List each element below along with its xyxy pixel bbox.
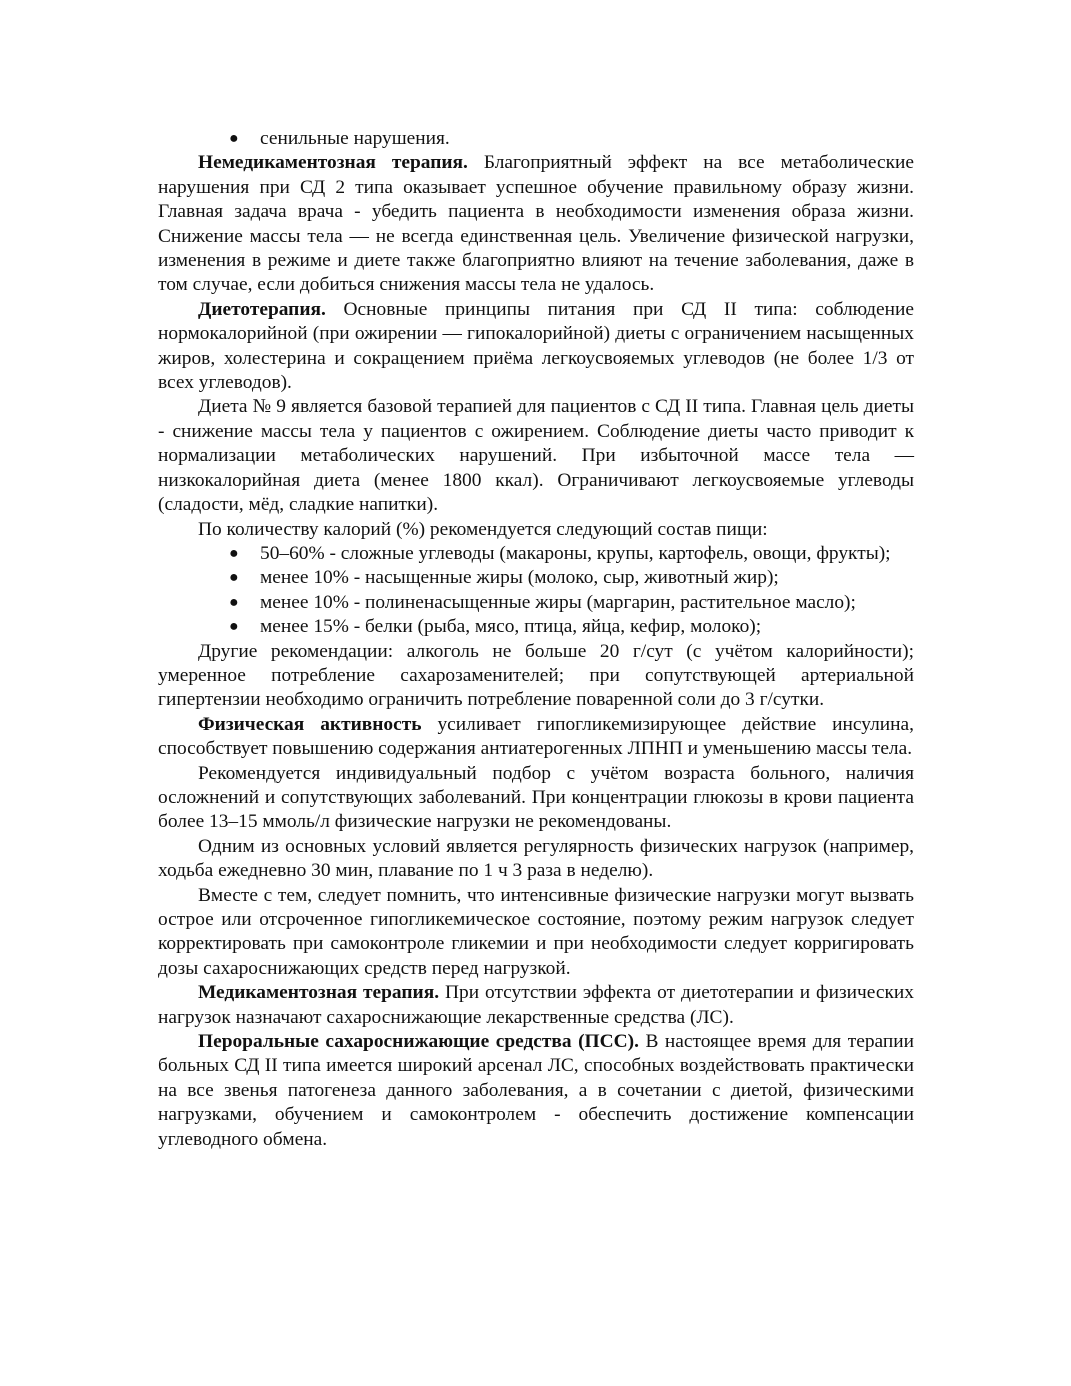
bullet-icon: ● (229, 544, 239, 562)
text-nonmed-therapy: Благоприятный эффект на все метаболические нарушения при СД 2 типа оказывает успешное обучение правильному образу жизни. Главная задача врача - убедить пациента в необходимости изменения образа жизни. Снижение массы тела — не всегда единственная цель. Увеличение физической нагрузки, изменения в режиме и диете также благоприятно влияют на течение заболевания, даже в том случае, если добиться снижения массы тела не удалось. (158, 152, 914, 296)
list-item-text: менее 10% - насыщенные жиры (молоко, сыр, животный жир); (260, 567, 779, 589)
heading-nonmed-therapy: Немедикаментозная терапия. (198, 152, 468, 174)
list-item (229, 127, 914, 151)
document-page (158, 127, 914, 1152)
list-item-text: менее 10% - полиненасыщенные жиры (маргарин, растительное масло); (260, 591, 856, 613)
list-item (229, 615, 914, 639)
paragraph-med-therapy (158, 981, 914, 1030)
text-physical-activity: усиливает гипогликемизирующее действие инсулина, способствует повышению содержания антиатерогенных ЛПНП и уменьшению массы тела. (158, 713, 914, 760)
paragraph-oral-agents (158, 1030, 914, 1152)
text-med-therapy: При отсутствии эффекта от диетотерапии и физических нагрузок назначают сахароснижающие лекарственные средства (ЛС). (158, 982, 914, 1028)
list-item (229, 566, 914, 590)
list-item (229, 542, 914, 566)
paragraph-individual-selection: Рекомендуется индивидуальный подбор с учётом возраста больного, наличия осложнений и сопутствующих заболеваний. При концентрации глюкозы в крови пациента более 13–15 ммоль/л физические нагрузки не рекомендованы. (158, 762, 914, 833)
paragraph-regularity: Одним из основных условий является регулярность физических нагрузок (например, ходьба ежедневно 30 мин, плавание по 1 ч 3 раза в неделю). (158, 835, 914, 882)
heading-physical-activity: Физическая активность (198, 713, 422, 735)
bullet-icon: ● (229, 130, 239, 147)
paragraph-nonmed-therapy (158, 151, 914, 297)
bullet-icon: ● (229, 569, 239, 587)
heading-oral-agents: Пероральные сахароснижающие средства (ПСС). (198, 1031, 639, 1053)
text-oral-agents: В настоящее время для терапии больных СД II типа имеется широкий арсенал ЛС, способных воздействовать практически на все звенья патогенеза данного заболевания, а в сочетании с диетой, физическими нагрузками, обучением и самоконтролем - обеспечить достижение компенсации углеводного обмена. (158, 1031, 914, 1150)
paragraph-caution: Вместе с тем, следует помнить, что интенсивные физические нагрузки могут вызвать острое или отсроченное гипогликемическое состояние, поэтому режим нагрузок следует корректировать при самоконтроле гликемии и при необходимости следует корригировать дозы сахароснижающих средств перед нагрузкой. (158, 884, 914, 979)
text-diet-therapy: Основные принципы питания при СД II типа: соблюдение нормокалорийной (при ожирении — гипокалорийной) диеты с ограничением насыщенных жиров, холестерина и сокращением приёма легкоусвояемых углеводов (не более 1/3 от всех углеводов). (158, 298, 914, 394)
paragraph-diet-therapy (158, 298, 914, 396)
paragraph-calories-intro: По количеству калорий (%) рекомендуется следующий состав пищи: (198, 518, 768, 540)
calories-bullet-list (158, 542, 914, 640)
paragraph-physical-activity (158, 713, 914, 762)
bullet-icon: ● (229, 593, 239, 611)
top-bullet-list (158, 127, 914, 151)
bullet-icon: ● (229, 618, 239, 636)
heading-med-therapy: Медикаментозная терапия. (198, 982, 440, 1004)
list-item-text: менее 15% - белки (рыба, мясо, птица, яйца, кефир, молоко); (260, 616, 762, 638)
list-item-text: 50–60% - сложные углеводы (макароны, крупы, картофель, овощи, фрукты); (260, 542, 891, 564)
list-item-text: сенильные нарушения. (260, 128, 450, 149)
list-item (229, 591, 914, 615)
heading-diet-therapy: Диетотерапия. (198, 298, 326, 320)
paragraph-other-recommendations: Другие рекомендации: алкоголь не больше 20 г/сут (с учётом калорийности); умеренное потребление сахарозаменителей; при сопутствующей артериальной гипертензии необходимо ограничить потребление поваренной соли до 3 г/сутки. (158, 640, 914, 711)
paragraph-diet-9: Диета № 9 является базовой терапией для пациентов с СД II типа. Главная цель диеты - снижение массы тела у пациентов с ожирением. Соблюдение диеты часто приводит к нормализации метаболических нарушений. При избыточной массе тела — низкокалорийная диета (менее 1800 ккал). Ограничивают легкоусвояемые углеводы (сладости, мёд, сладкие напитки). (158, 396, 914, 516)
